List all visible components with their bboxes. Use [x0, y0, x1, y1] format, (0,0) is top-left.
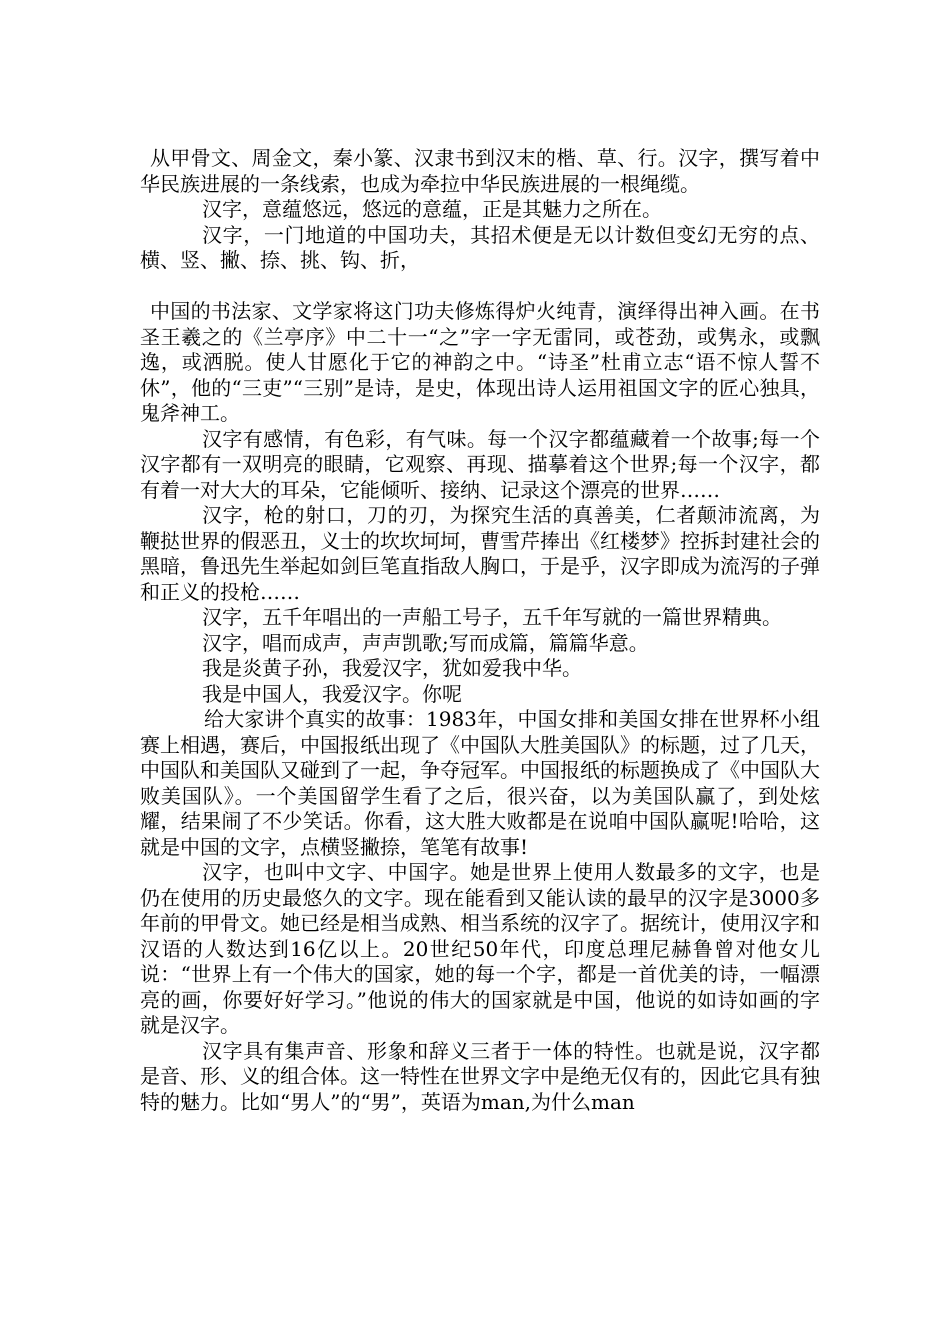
paragraph-3: 汉字，一门地道的中国功夫，其招术便是无以计数但变幻无穷的点、横、竖、撇、捺、挑、钩、折， [140, 222, 820, 272]
paragraph-12: 汉字，也叫中文字、中国字。她是世界上使用人数最多的文字，也是仍在使用的历史最悠久的文字。现在能看到又能认读的最早的汉字是3000多年前的甲骨文。她已经是相当成熟、相当系统的汉字了。据统计，使用汉字和汉语的人数达到16亿以上。20世纪50年代，印度总理尼赫鲁曾对他女儿说：“世界上有一个伟大的国家，她的每一个字，都是一首优美的诗，一幅漂亮的画，你要好好学习。”他说的伟大的国家就是中国，他说的如诗如画的字就是汉字。 [140, 860, 820, 1037]
paragraph-10: 我是中国人，我爱汉字。你呢 [202, 681, 462, 706]
paragraph-13: 汉字具有集声音、形象和辞义三者于一体的特性。也就是说，汉字都是音、形、义的组合体。这一特性在世界文字中是绝无仅有的，因此它具有独特的魅力。比如“男人”的“男”，英语为man,为什么man [140, 1038, 820, 1114]
paragraph-9: 我是炎黄子孙，我爱汉字，犹如爱我中华。 [202, 656, 582, 680]
paragraph-11: 给大家讲个真实的故事：1983年，中国女排和美国女排在世界杯小组赛上相遇，赛后，中国报纸出现了《中国队大胜美国队》的标题，过了几天，中国队和美国队又碰到了一起，争夺冠军。中国报纸的标题换成了《中国队大败美国队》。一个美国留学生看了之后，很兴奋，以为美国队赢了，到处炫耀，结果闹了不少笑话。你看，这大胜大败都是在说咱中国队赢呢!哈哈，这就是中国的文字，点横竖撇捺，笔笔有故事! [140, 707, 820, 859]
paragraph-4: 中国的书法家、文学家将这门功夫修炼得炉火纯青，演绎得出神入画。在书圣王羲之的《兰亭序》中二十一“之”字一字无雷同，或苍劲，或隽永，或飘逸，或洒脱。使人甘愿化于它的神韵之中。“诗圣”杜甫立志“语不惊人誓不休”，他的“三吏”“三别”是诗，是史，体现出诗人运用祖国文字的匠心独具，鬼斧神工。 [140, 299, 820, 425]
paragraph-8: 汉字，唱而成声，声声凯歌;写而成篇，篇篇华意。 [202, 630, 649, 655]
paragraph-7: 汉字，五千年唱出的一声船工号子，五千年写就的一篇世界精典。 [202, 605, 782, 629]
document-body [140, 146, 820, 1115]
paragraph-6: 汉字，枪的射口，刀的刃，为探究生活的真善美，仁者颠沛流离，为鞭挞世界的假恶丑，义士的坎坎坷坷，曹雪芹捧出《红楼梦》控拆封建社会的黑暗，鲁迅先生举起如剑巨笔直指敌人胸口，于是乎，汉字即成为流泻的子弹和正义的投枪…… [140, 503, 820, 604]
paragraph-2: 汉字，意蕴悠远，悠远的意蕴，正是其魅力之所在。 [202, 197, 662, 221]
blank-line [140, 274, 820, 300]
paragraph-1: 从甲骨文、周金文，秦小篆、汉隶书到汉末的楷、草、行。汉字，撰写着中华民族进展的一条线索，也成为牵拉中华民族进展的一根绳缆。 [140, 146, 820, 196]
paragraph-5: 汉字有感情，有色彩，有气味。每一个汉字都蕴藏着一个故事;每一个汉字都有一双明亮的眼睛，它观察、再现、描摹着这个世界;每一个汉字，都有着一对大大的耳朵，它能倾听、接纳、记录这个漂亮的世界…… [140, 426, 820, 502]
